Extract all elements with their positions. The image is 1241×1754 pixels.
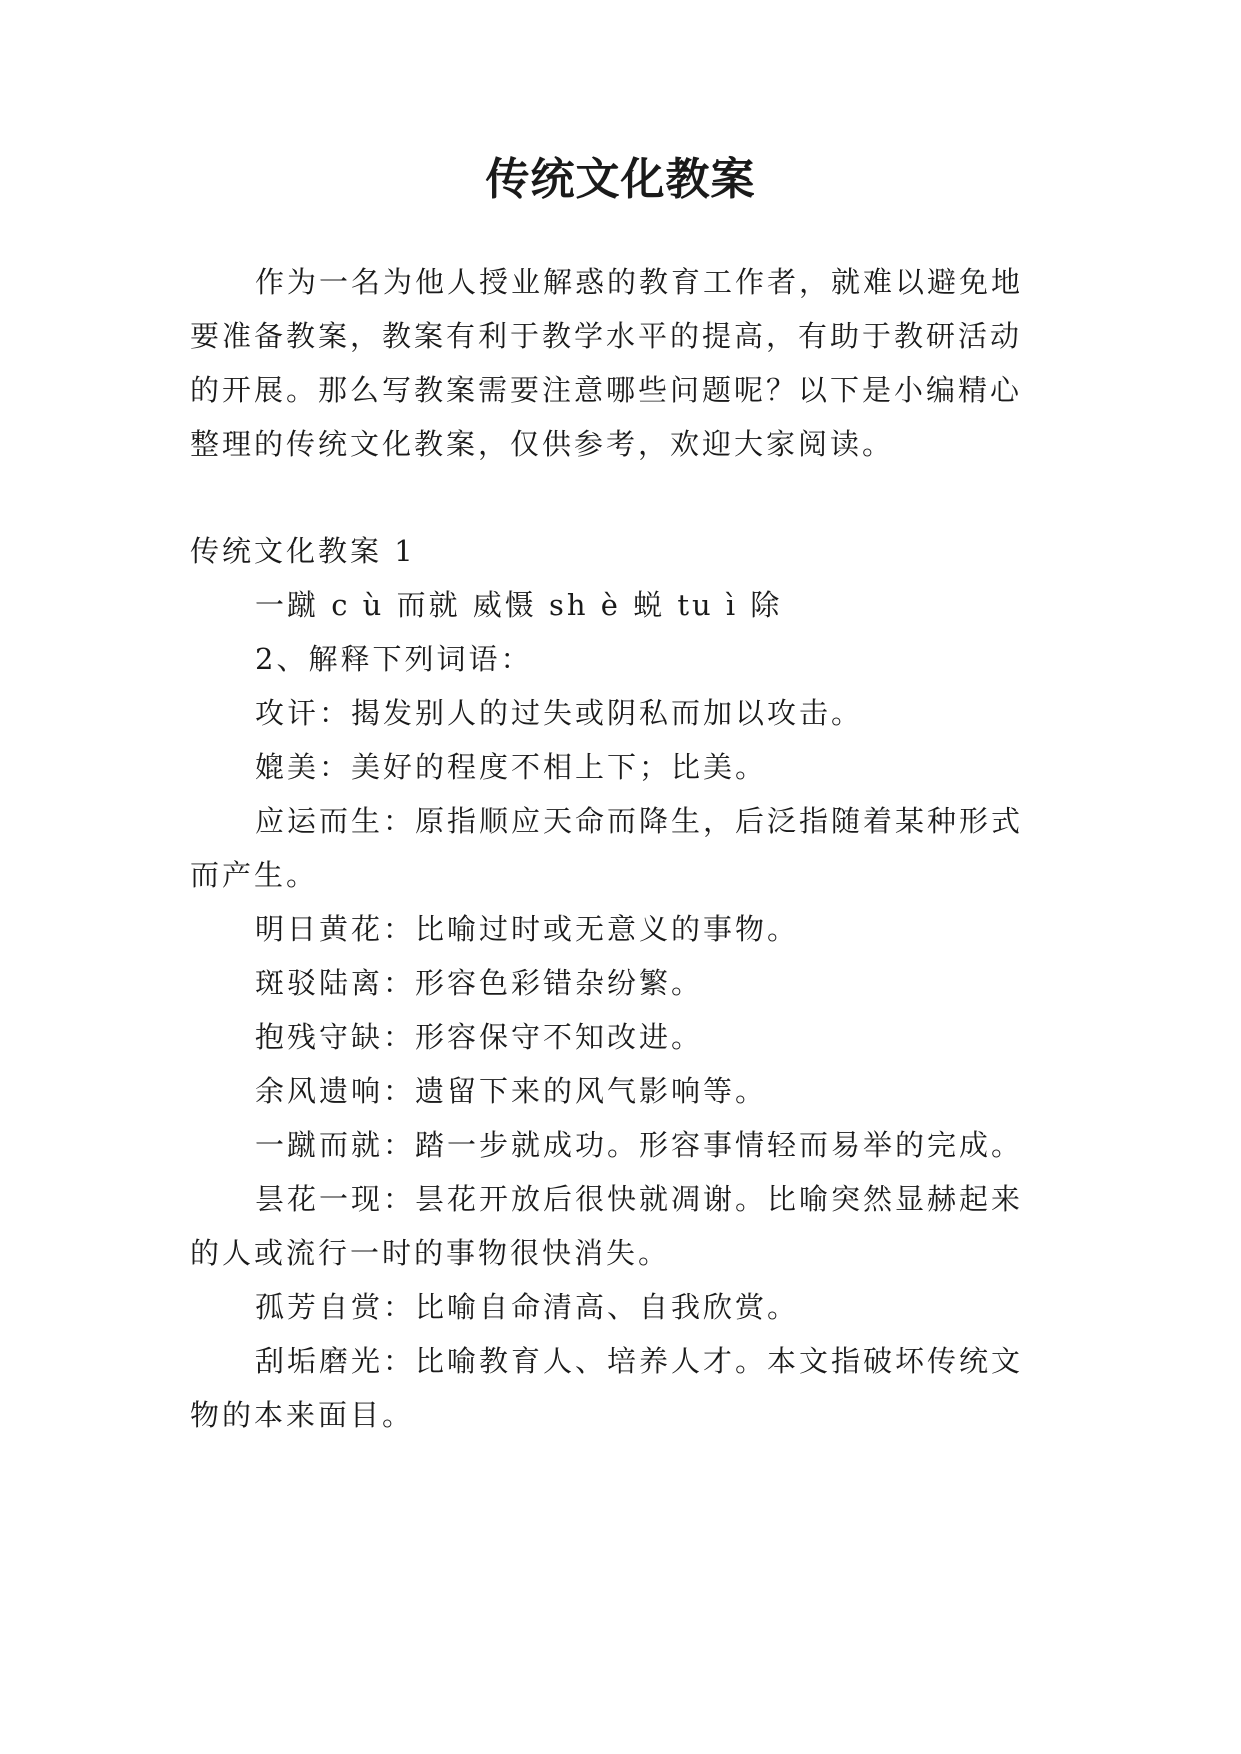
definition-line: 一蹴而就：踏一步就成功。形容事情轻而易举的完成。 — [255, 1128, 1024, 1162]
document-title: 传统文化教案 — [485, 154, 756, 205]
section-heading: 传统文化教案 1 — [190, 534, 416, 568]
definition-line: 刮垢磨光：比喻教育人、培养人才。本文指破坏传统文 — [255, 1344, 1024, 1378]
definition-line-continued: 物的本来面目。 — [190, 1398, 415, 1432]
definition-line: 斑驳陆离：形容色彩错杂纷繁。 — [255, 966, 704, 1000]
definition-line: 媲美：美好的程度不相上下；比美。 — [255, 750, 768, 784]
definition-line-continued: 的人或流行一时的事物很快消失。 — [190, 1236, 671, 1270]
definition-line-continued: 而产生。 — [190, 858, 319, 892]
intro-line-4: 整理的传统文化教案，仅供参考，欢迎大家阅读。 — [190, 427, 895, 461]
definition-line: 余风遗响：遗留下来的风气影响等。 — [255, 1074, 768, 1108]
definition-line: 抱残守缺：形容保守不知改进。 — [255, 1020, 704, 1054]
pinyin-line: 一蹴 c ù 而就 威慑 sh è 蜕 tu ì 除 — [255, 588, 783, 622]
definition-line: 应运而生：原指顺应天命而降生，后泛指随着某种形式 — [255, 804, 1024, 838]
intro-line-2: 要准备教案，教案有利于教学水平的提高，有助于教研活动 — [190, 319, 1023, 353]
definitions-heading: 2、解释下列词语： — [255, 642, 533, 676]
intro-line-1: 作为一名为他人授业解惑的教育工作者，就难以避免地 — [255, 265, 1024, 299]
definition-line: 攻讦：揭发别人的过失或阴私而加以攻击。 — [255, 696, 864, 730]
intro-line-3: 的开展。那么写教案需要注意哪些问题呢？以下是小编精心 — [190, 373, 1023, 407]
definition-line: 孤芳自赏：比喻自命清高、自我欣赏。 — [255, 1290, 800, 1324]
definition-line: 昙花一现：昙花开放后很快就凋谢。比喻突然显赫起来 — [255, 1182, 1024, 1216]
definition-line: 明日黄花：比喻过时或无意义的事物。 — [255, 912, 800, 946]
